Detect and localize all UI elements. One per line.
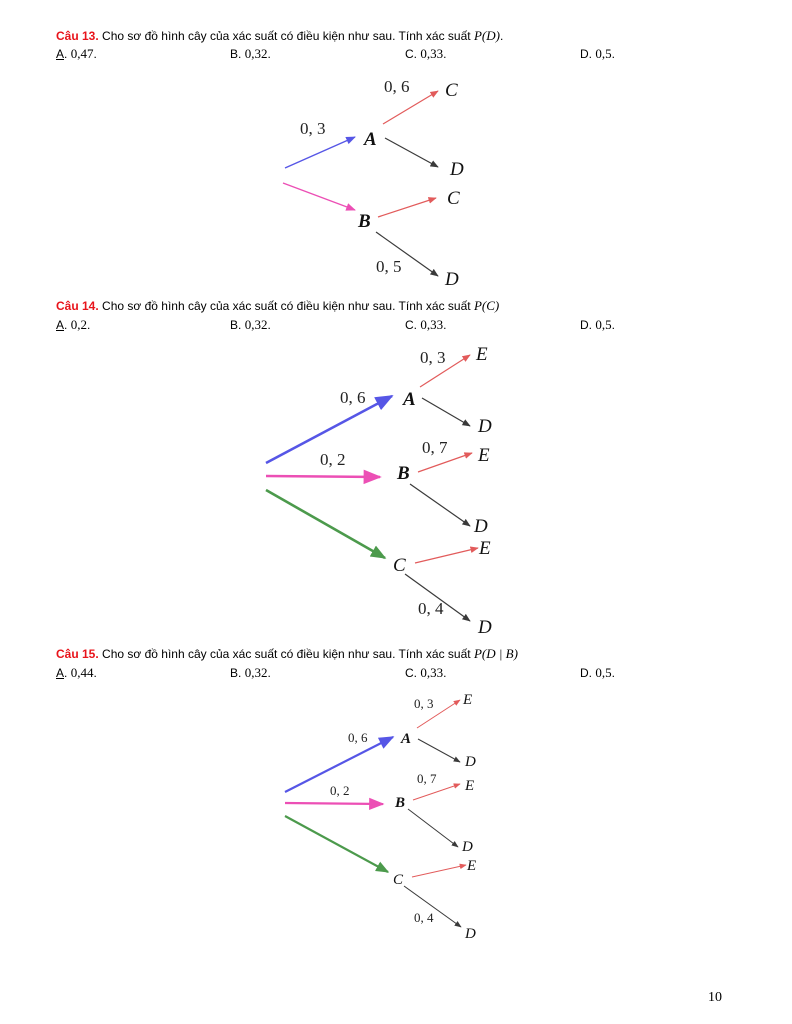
node-d: D [478, 617, 492, 638]
prob-a-e: 0, 3 [414, 696, 434, 711]
option-c[interactable]: C. 0,33. [405, 665, 447, 680]
arrow-b-e [413, 784, 460, 800]
option-a[interactable]: A. 0,47. [56, 46, 97, 61]
question-label: Câu 13. [56, 29, 99, 43]
prob-root-a: 0, 6 [348, 730, 368, 745]
arrow-root-c [266, 490, 385, 558]
prob-root-b: 0, 2 [330, 783, 350, 798]
question-label: Câu 15. [56, 647, 99, 661]
node-c: C [393, 872, 404, 888]
prob-a-e: 0, 3 [420, 348, 446, 367]
tree-diagram-14 [0, 340, 792, 640]
arrow-a-d [418, 739, 460, 762]
arrow-root-c [285, 816, 388, 872]
question-target: P(D | B) [473, 646, 518, 661]
node-e: E [476, 344, 488, 365]
node-e: E [478, 445, 490, 466]
question-13-title: Câu 13. Cho sơ đồ hình cây của xác suất có điều kiện như sau. Tính xác suất P(D). [56, 28, 504, 43]
arrow-root-a [285, 137, 355, 168]
option-b[interactable]: B. 0,32. [230, 317, 271, 332]
prob-root-b: 0, 2 [320, 450, 346, 469]
arrow-b-d [408, 809, 458, 847]
prob-root-a: 0, 6 [340, 388, 366, 407]
question-prompt: Cho sơ đồ hình cây của xác suất có điều kiện như sau. Tính xác suất [102, 647, 471, 661]
option-c[interactable]: C. 0,33. [405, 46, 447, 61]
question-target: P(C) [473, 298, 500, 313]
node-d: D [478, 416, 492, 437]
question-prompt: Cho sơ đồ hình cây của xác suất có điều kiện như sau. Tính xác suất [102, 299, 471, 313]
node-d: D [465, 754, 476, 770]
node-b: B [397, 463, 410, 484]
option-b[interactable]: B. 0,32. [230, 46, 271, 61]
prob-a-c: 0, 6 [384, 77, 410, 96]
arrow-a-d [422, 398, 470, 426]
question-15-title [56, 646, 518, 662]
node-e: E [465, 778, 475, 794]
arrow-b-c [378, 198, 436, 217]
option-d[interactable]: D. 0,5. [580, 317, 615, 332]
question-prompt: Cho sơ đồ hình cây của xác suất có điều kiện như sau. Tính xác suất [102, 29, 471, 43]
question-target: P(D) [473, 28, 500, 43]
node-c: C [445, 80, 458, 101]
node-e: E [479, 538, 491, 559]
prob-b-e: 0, 7 [422, 438, 448, 457]
option-a[interactable]: A. 0,2. [56, 317, 91, 332]
node-d: D [462, 839, 473, 855]
page-number: 10 [708, 990, 722, 1005]
node-e: E [467, 858, 477, 874]
option-c[interactable]: C. 0,33. [405, 317, 447, 332]
node-c: C [393, 555, 406, 576]
node-b: B [358, 211, 371, 232]
node-c: C [447, 188, 460, 209]
node-a: A [401, 731, 412, 747]
prob-b-e: 0, 7 [417, 771, 437, 786]
arrow-a-d [385, 138, 438, 167]
prob-c-d: 0, 4 [418, 599, 444, 618]
prob-b-d: 0, 5 [376, 257, 402, 276]
arrow-c-e [415, 548, 478, 563]
node-d: D [445, 269, 459, 290]
option-d[interactable]: D. 0,5. [580, 665, 615, 680]
question-14-title [56, 298, 499, 314]
node-d: D [474, 516, 488, 537]
option-d[interactable]: D. 0,5. [580, 46, 615, 61]
tree-diagram-15 [0, 688, 792, 948]
question-label: Câu 14. [56, 299, 99, 313]
prob-c-d: 0, 4 [414, 910, 434, 925]
arrow-root-b [266, 476, 380, 477]
node-e: E [463, 692, 473, 708]
node-d: D [450, 159, 464, 180]
arrow-c-e [412, 865, 466, 877]
node-d: D [465, 926, 476, 942]
node-b: B [395, 795, 406, 811]
option-a[interactable]: A. 0,44. [56, 665, 97, 680]
tree-diagram-13 [0, 70, 792, 300]
node-a: A [403, 389, 416, 410]
node-a: A [364, 129, 377, 150]
prob-root-a: 0, 3 [300, 119, 326, 138]
arrow-b-d [410, 484, 470, 526]
arrow-root-b [285, 803, 383, 804]
arrow-root-b [283, 183, 355, 210]
option-b[interactable]: B. 0,32. [230, 665, 271, 680]
